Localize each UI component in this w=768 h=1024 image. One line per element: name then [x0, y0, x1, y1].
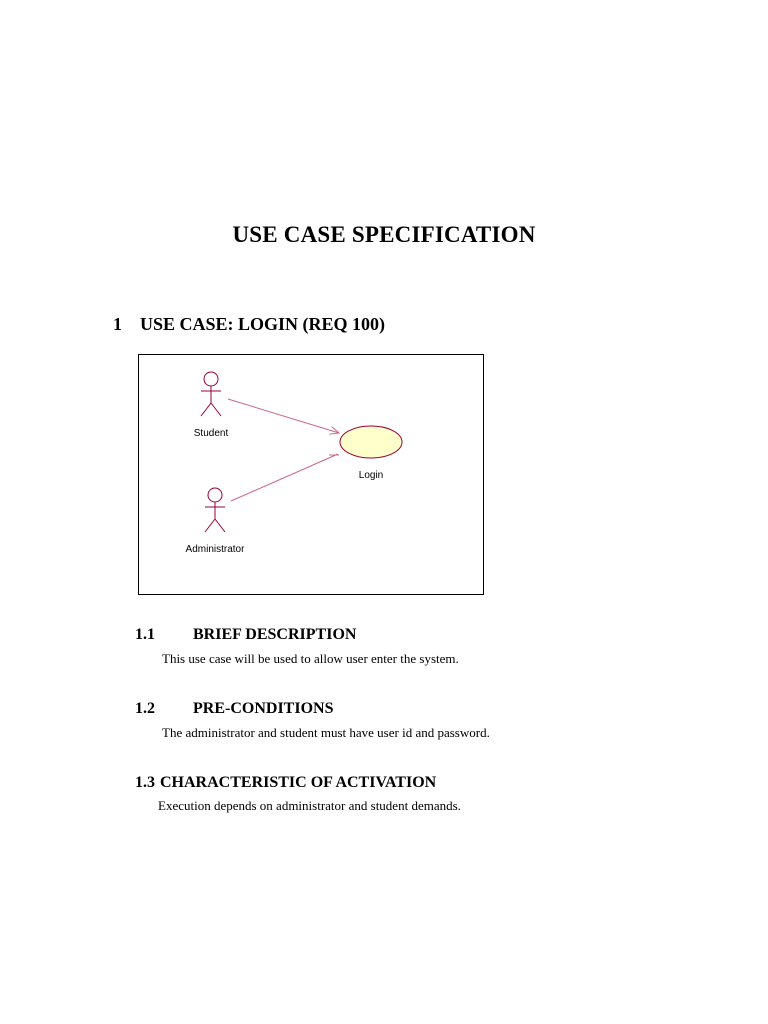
subsection-title: CHARACTERISTIC OF ACTIVATION	[160, 774, 437, 791]
section-title: USE CASE: LOGIN (REQ 100)	[140, 314, 386, 334]
use-case-diagram-canvas	[139, 355, 485, 596]
actor-student-label: Student	[193, 428, 229, 439]
actor-administrator-label: Administrator	[185, 544, 245, 555]
subsection-heading-pre-conditions	[135, 700, 333, 718]
document-title: USE CASE SPECIFICATION	[232, 222, 536, 247]
section-number: 1	[113, 314, 122, 334]
subsection-number: 1.2	[135, 700, 155, 717]
subsection-text-brief-description: This use case will be used to allow user enter the system.	[162, 651, 459, 666]
subsection-number: 1.1	[135, 626, 155, 643]
subsection-text-characteristic-of-activation: Execution depends on administrator and student demands.	[158, 798, 461, 813]
subsection-title: PRE-CONDITIONS	[193, 700, 334, 717]
subsection-heading-brief-description	[135, 626, 356, 644]
actor-student-icon	[201, 372, 221, 416]
subsection-number: 1.3	[135, 774, 155, 791]
subsection-title: BRIEF DESCRIPTION	[193, 626, 357, 643]
subsection-heading-characteristic-of-activation	[135, 774, 436, 792]
use-case-login-ellipse	[340, 426, 402, 458]
subsection-text-pre-conditions: The administrator and student must have user id and password.	[162, 725, 490, 740]
association-administrator-login	[231, 454, 338, 501]
use-case-login-label: Login	[358, 470, 384, 481]
actor-administrator-icon	[205, 488, 225, 532]
association-student-login	[228, 399, 339, 433]
use-case-diagram	[138, 354, 484, 595]
section-heading	[113, 314, 385, 335]
